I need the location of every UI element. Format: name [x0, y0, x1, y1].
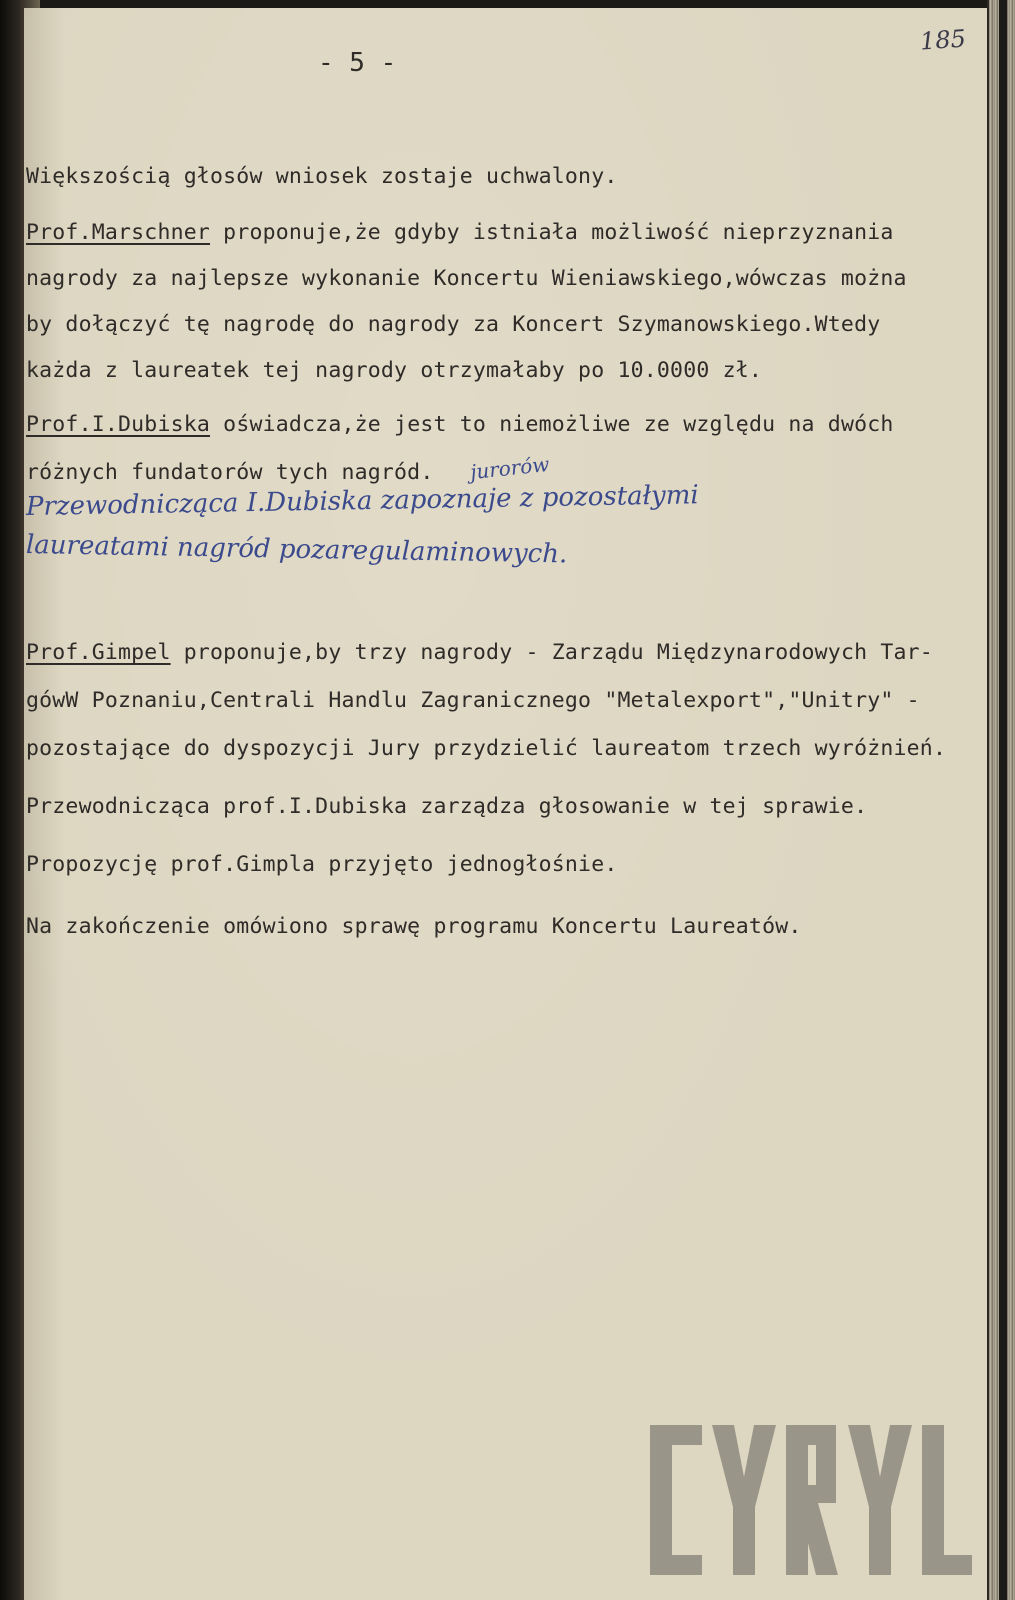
text-line-6: [26, 412, 894, 437]
cyryl-watermark-logo: [640, 1415, 980, 1585]
text-line-12: Propozycję prof.Gimpla przyjęto jednogłośnie.: [26, 852, 618, 877]
text-line-5: każda z laureatek tej nagrody otrzymałaby po 10.0000 zł.: [26, 358, 763, 383]
text-line-2: [26, 220, 894, 245]
text-line-10: pozostające do dyspozycji Jury przydzielić laureatom trzech wyróżnień.: [26, 736, 947, 761]
speaker-marschner: Prof.Marschner: [26, 220, 211, 245]
speaker-gimpel: Prof.Gimpel: [26, 640, 171, 665]
text-line-2-rest: proponuje,że gdyby istniała możliwość nieprzyznania: [210, 220, 894, 245]
text-line-11: Przewodnicząca prof.I.Dubiska zarządza głosowanie w tej sprawie.: [26, 794, 868, 819]
handwritten-insertion: jurorów: [468, 451, 551, 485]
text-line-1: Większością głosów wniosek zostaje uchwalony.: [26, 164, 618, 189]
page-number: - 5 -: [318, 48, 397, 78]
handwritten-line-1: Przewodnicząca I.Dubiska zapoznaje z pozostałymi: [25, 480, 699, 522]
text-line-8: [26, 640, 933, 665]
folio-number: 185: [919, 24, 967, 56]
text-line-3: nagrody za najlepsze wykonanie Koncertu Wieniawskiego,wówczas można: [26, 266, 907, 291]
handwritten-line-2: laureatami nagród pozaregulaminowych.: [25, 530, 568, 570]
text-line-8-rest: proponuje,by trzy nagrody - Zarządu Międzynarodowych Tar-: [170, 640, 933, 665]
text-line-13: Na zakończenie omówiono sprawę programu Koncertu Laureatów.: [26, 914, 802, 939]
page-edges: [987, 0, 1015, 1600]
text-line-6-rest: oświadcza,że jest to niemożliwe ze względu na dwóch: [210, 412, 894, 437]
text-line-9: gówW Poznaniu,Centrali Handlu Zagranicznego "Metalexport","Unitry" -: [26, 688, 920, 713]
text-line-4: by dołączyć tę nagrodę do nagrody za Koncert Szymanowskiego.Wtedy: [26, 312, 881, 337]
text-line-7: różnych fundatorów tych nagród.: [26, 460, 434, 485]
speaker-dubiska: Prof.I.Dubiska: [26, 412, 211, 437]
